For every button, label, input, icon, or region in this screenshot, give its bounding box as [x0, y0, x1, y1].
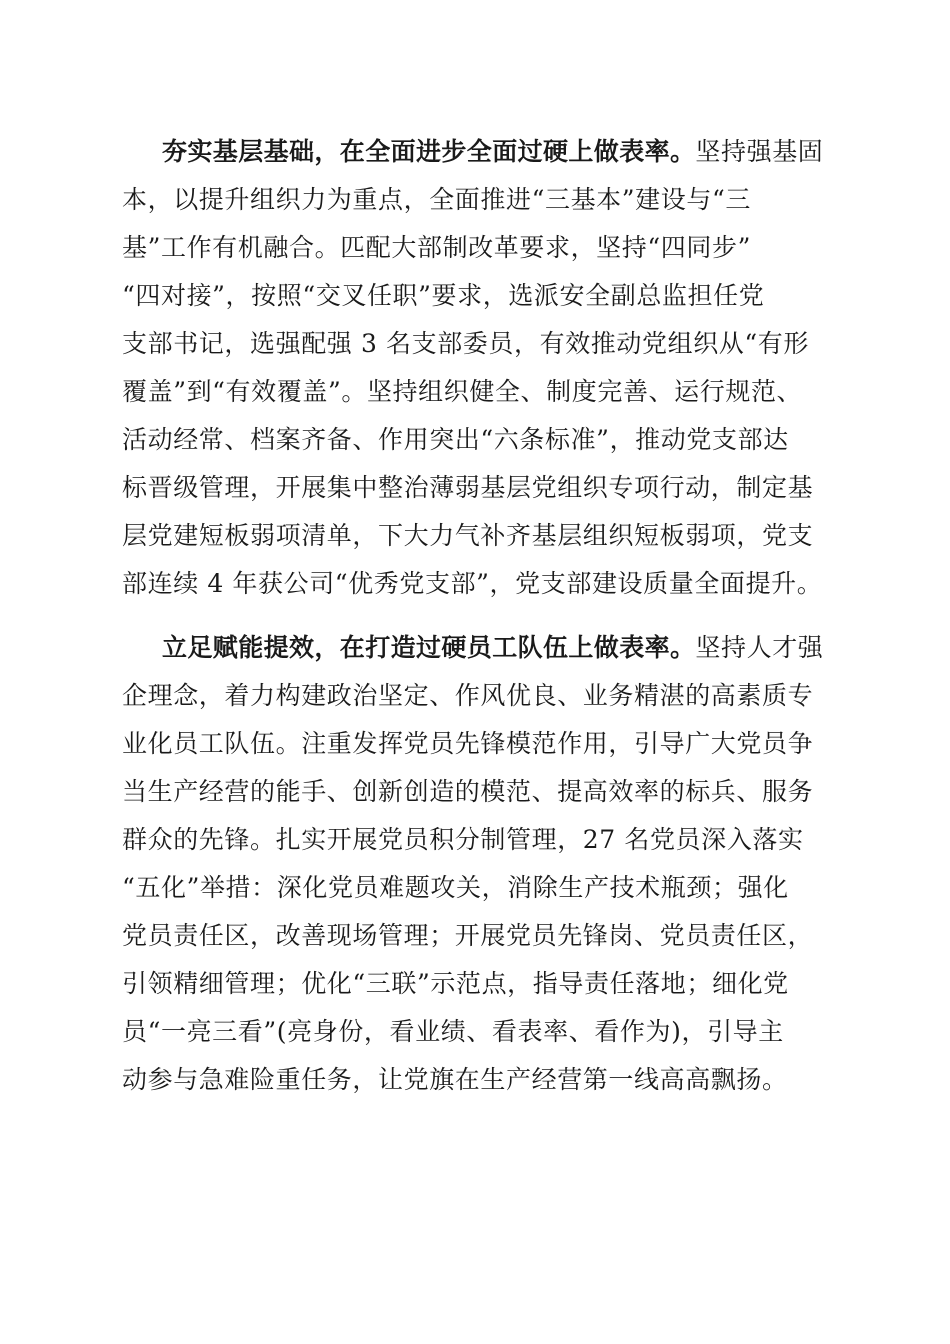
paragraph-line: 活动经常、档案齐备、作用突出“六条标准”，推动党支部达: [122, 425, 789, 454]
paragraph-heading: 立足赋能提效，在打造过硬员工队伍上做表率。: [162, 633, 696, 662]
paragraph-line: 标晋级管理，开展集中整治薄弱基层党组织专项行动，制定基: [122, 473, 814, 502]
paragraph-spacer: [122, 608, 832, 624]
paragraph-text: 坚持强基固: [695, 137, 824, 166]
paragraph-text: 坚持人才强: [695, 633, 824, 662]
paragraph-line: 当生产经营的能手、创新创造的模范、提高效率的标兵、服务: [122, 777, 814, 806]
document-body: [122, 128, 832, 1104]
paragraph-line: 层党建短板弱项清单，下大力气补齐基层组织短板弱项，党支: [122, 521, 814, 550]
paragraph-line: 业化员工队伍。注重发挥党员先锋模范作用，引导广大党员争: [122, 729, 814, 758]
paragraph-line: 基”工作有机融合。匹配大部制改革要求，坚持“四同步”: [122, 233, 751, 262]
paragraph-line: 部连续 4 年获公司“优秀党支部”，党支部建设质量全面提升。: [122, 569, 823, 598]
paragraph-heading: 夯实基层基础，在全面进步全面过硬上做表率。: [162, 137, 696, 166]
paragraph-line: 企理念，着力构建政治坚定、作风优良、业务精湛的高素质专: [122, 681, 814, 710]
paragraph-line: 党员责任区，改善现场管理；开展党员先锋岗、党员责任区，: [122, 921, 814, 950]
paragraph-line: [122, 128, 832, 176]
paragraph-line: 引领精细管理；优化“三联”示范点，指导责任落地；细化党: [122, 969, 789, 998]
paragraph-line: “五化”举措：深化党员难题攻关，消除生产技术瓶颈；强化: [122, 873, 789, 902]
paragraph-line: 本，以提升组织力为重点，全面推进“三基本”建设与“三: [122, 185, 751, 214]
paragraph-line: [122, 624, 832, 672]
paragraph-1: [122, 128, 832, 608]
paragraph-line: 群众的先锋。扎实开展党员积分制管理，27 名党员深入落实: [122, 825, 804, 854]
paragraph-line: “四对接”，按照“交叉任职”要求，选派安全副总监担任党: [122, 281, 765, 310]
paragraph-line: 覆盖”到“有效覆盖”。坚持组织健全、制度完善、运行规范、: [122, 377, 803, 406]
paragraph-2: [122, 624, 832, 1104]
paragraph-line: 员“一亮三看”(亮身份，看业绩、看表率、看作为)，引导主: [122, 1017, 784, 1046]
paragraph-line: 动参与急难险重任务，让党旗在生产经营第一线高高飘扬。: [122, 1065, 788, 1094]
paragraph-line: 支部书记，选强配强 3 名支部委员，有效推动党组织从“有形: [122, 329, 809, 358]
